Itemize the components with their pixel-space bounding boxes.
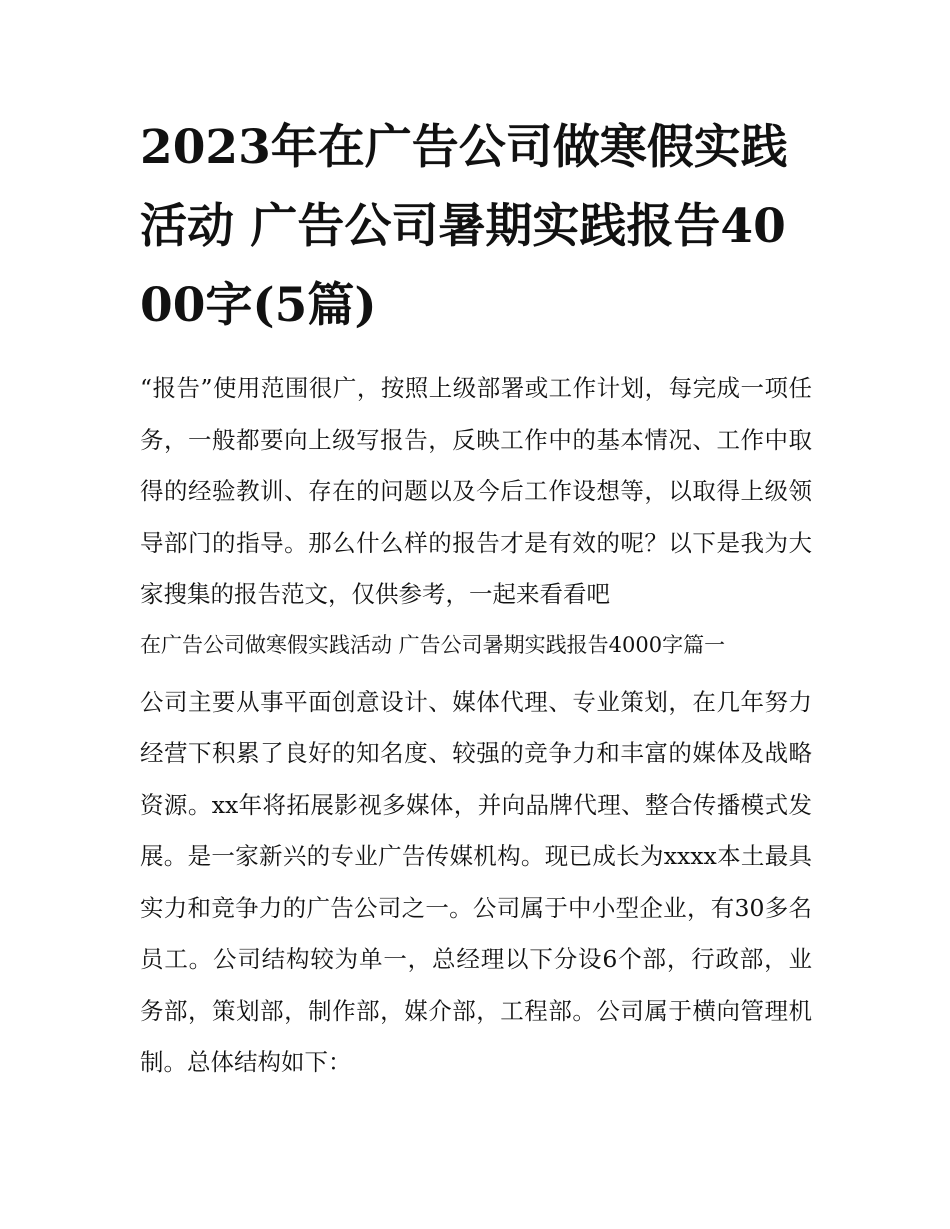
body-paragraph: 公司主要从事平面创意设计、媒体代理、专业策划，在几年努力经营下积累了良好的知名度、较强的竞争力和丰富的媒体及战略资源。xx年将拓展影视多媒体，并向品牌代理、整合传播模式发展。是一家新兴的专业广告传媒机构。现已成长为xxxx本土最具实力和竞争力的广告公司之一。公司属于中小型企业，有30多名员工。公司结构较为单一，总经理以下分设6个部，行政部，业务部，策划部，制作部，媒介部，工程部。公司属于横向管理机制。总体结构如下： (140, 687, 812, 1076)
section-spacing (140, 669, 812, 677)
section-heading: 在广告公司做寒假实践活动 广告公司暑期实践报告4000字篇一 (140, 632, 726, 657)
document-page (140, 108, 812, 1089)
document-title: 2023年在广告公司做寒假实践活动 广告公司暑期实践报告4000字(5篇) (140, 120, 788, 333)
intro-paragraph: “报告”使用范围很广，按照上级部署或工作计划，每完成一项任务，一般都要向上级写报告，反映工作中的基本情况、工作中取得的经验教训、存在的问题以及今后工作设想等，以取得上级领导部门的指导。那么什么样的报告才是有效的呢？以下是我为大家搜集的报告范文，仅供参考，一起来看看吧 (140, 374, 812, 608)
